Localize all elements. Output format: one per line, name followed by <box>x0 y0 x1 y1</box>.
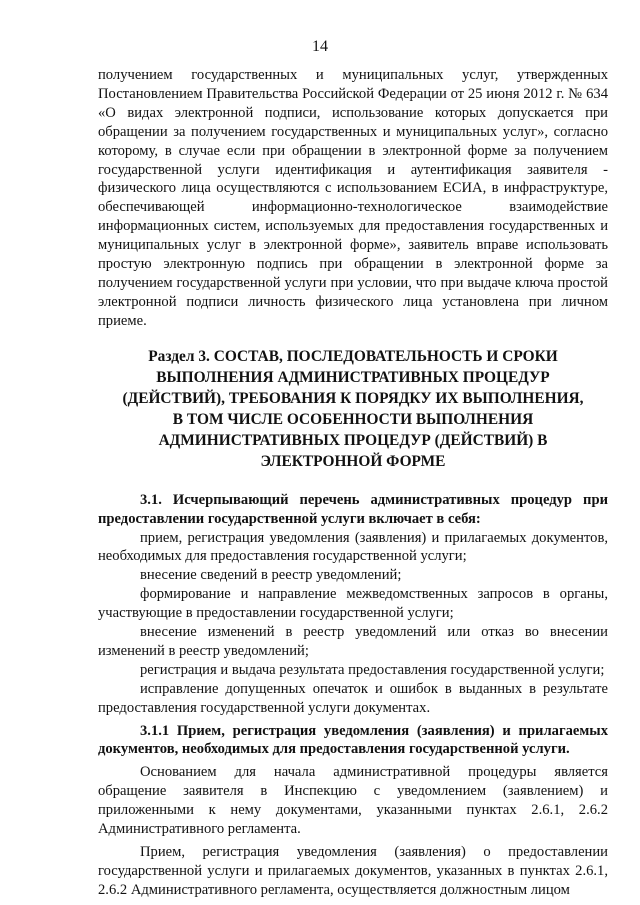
subsection-3-1-heading: 3.1. Исчерпывающий перечень административных процедур при предоставлении государственной услуги включает в себя: <box>98 491 608 527</box>
body-paragraph: Прием, регистрация уведомления (заявления) о предоставлении государственной услуги и прилагаемых документов, указанных в пунктах 2.6.1, 2.6.2 Административного регламента, осуществляется должностным лицом <box>98 844 608 898</box>
list-item: исправление допущенных опечаток и ошибок в выданных в результате предоставления государственной услуги документах. <box>98 680 608 716</box>
section-heading: Раздел 3. СОСТАВ, ПОСЛЕДОВАТЕЛЬНОСТЬ И СРОКИ ВЫПОЛНЕНИЯ АДМИНИСТРАТИВНЫХ ПРОЦЕДУР (ДЕЙСТВИЙ), ТРЕБОВАНИЯ К ПОРЯДКУ ИХ ВЫПОЛНЕНИЯ, В ТОМ ЧИСЛЕ ОСОБЕННОСТИ ВЫПОЛНЕНИЯ АДМИНИСТРАТИВНЫХ ПРОЦЕДУР (ДЕЙСТВИЙ) В ЭЛЕКТРОННОЙ ФОРМЕ <box>122 347 584 470</box>
list-item: формирование и направление межведомственных запросов в органы, участвующие в предоставлении государственной услуги; <box>98 586 608 622</box>
page-number: 14 <box>312 38 328 55</box>
page-content <box>98 66 608 900</box>
list-item: прием, регистрация уведомления (заявления) и прилагаемых документов, необходимых для предоставления государственной услуги; <box>98 529 608 565</box>
list-item: внесение сведений в реестр уведомлений; <box>140 567 402 584</box>
subsection-3-1-1-heading: 3.1.1 Прием, регистрация уведомления (заявления) и прилагаемых документов, необходимых для предоставления государственной услуги. <box>98 722 608 758</box>
list-item: внесение изменений в реестр уведомлений или отказ во внесении изменений в реестр уведомлений; <box>98 624 608 659</box>
continuation-paragraph: получением государственных и муниципальных услуг, утвержденных Постановлением Правительства Российской Федерации от 25 июня 2012 г. № 634 «О видах электронной подписи, использование которых допускается при обращении за получением государственных и муниципальных услуг», согласно которому, в случае если при обращении в электронной форме за получением государственной услуги идентификация и аутентификация заявителя - физического лица осуществляются с использованием ЕСИА, в инфраструктуре, обеспечивающей информационно-технологическое взаимодействие информационных систем, используемых для предоставления государственных и муниципальных услуг в электронной форме», заявитель вправе использовать простую электронную подпись при обращении в электронной форме за получением государственной услуги при условии, что при выдаче ключа простой электронной подписи личность физического лица установлена при личном приеме. <box>98 67 608 329</box>
body-paragraph: Основанием для начала административной процедуры является обращение заявителя в Инспекцию с уведомлением (заявлением) и приложенными к нему документами, указанными пунктах 2.6.1, 2.6.2 Административного регламента. <box>98 764 608 838</box>
list-item: регистрация и выдача результата предоставления государственной услуги; <box>140 661 605 678</box>
